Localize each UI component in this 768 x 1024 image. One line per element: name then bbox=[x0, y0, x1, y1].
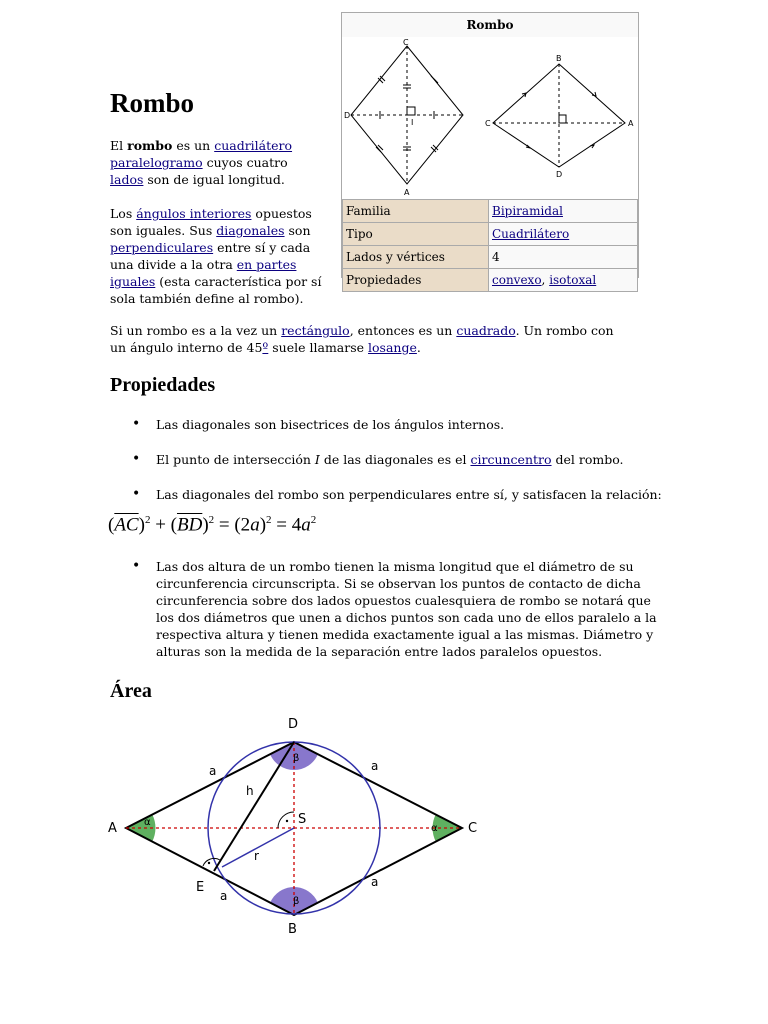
link-cuadrilatero-infobox[interactable]: Cuadrilátero bbox=[492, 226, 570, 241]
fig1-label-i: I bbox=[411, 118, 414, 127]
infobox-key: Lados y vértices bbox=[343, 246, 489, 269]
heading-propiedades: Propiedades bbox=[110, 374, 216, 396]
text: suele llamarse bbox=[268, 340, 369, 355]
formula-part: = (2 bbox=[214, 514, 251, 536]
fig1-label-d: D bbox=[344, 111, 351, 120]
fig1-label-a: A bbox=[404, 188, 410, 197]
link-bipiramidal[interactable]: Bipiramidal bbox=[492, 203, 563, 218]
formula-part: ( bbox=[108, 514, 115, 536]
formula-exp: 2 bbox=[208, 514, 215, 526]
rhombus-figure-left bbox=[351, 46, 463, 184]
text: Los bbox=[110, 206, 137, 221]
label-e: E bbox=[196, 880, 205, 895]
text: El punto de intersección bbox=[156, 452, 315, 467]
label-side-a-bottom-right: a bbox=[371, 875, 379, 889]
label-alpha-right: α bbox=[431, 823, 438, 834]
properties-list-4 bbox=[110, 558, 670, 660]
right-angle-dot bbox=[286, 820, 288, 822]
link-paralelogramo[interactable]: paralelogramo bbox=[110, 155, 203, 170]
link-losange[interactable]: losange bbox=[368, 340, 417, 355]
formula-exp: 2 bbox=[266, 514, 272, 526]
text: opuestos son iguales. Sus bbox=[110, 206, 312, 238]
label-side-a-top-right: a bbox=[371, 759, 379, 773]
label-beta-bottom: β bbox=[293, 896, 300, 907]
label-beta-top: β bbox=[293, 753, 300, 764]
fig2-label-a: A bbox=[628, 119, 634, 128]
link-rectangulo[interactable]: rectángulo bbox=[281, 323, 350, 338]
fig2-label-c: C bbox=[485, 119, 491, 128]
formula-part: ) bbox=[259, 514, 267, 536]
link-isotoxal[interactable]: isotoxal bbox=[549, 272, 597, 287]
formula-part: ) bbox=[138, 514, 145, 536]
right-angle-s bbox=[278, 812, 294, 828]
rhombus-figures bbox=[342, 37, 638, 199]
link-convexo[interactable]: convexo bbox=[492, 272, 542, 287]
text: , entonces es un bbox=[349, 323, 457, 338]
infobox-table bbox=[342, 199, 638, 292]
link-circuncentro[interactable]: circuncentro bbox=[470, 452, 552, 467]
link-cuadrilatero[interactable]: cuadrilátero bbox=[214, 138, 293, 153]
infobox-title: Rombo bbox=[466, 18, 514, 32]
fig2-label-d: D bbox=[556, 170, 563, 179]
heading-area: Área bbox=[110, 680, 152, 702]
infobox-value: 4 bbox=[489, 246, 638, 269]
formula-ac: $\overline{AC}$ bbox=[114, 514, 139, 536]
formula-var: a bbox=[250, 514, 260, 536]
properties-list-2 bbox=[110, 451, 670, 468]
fig1-label-c: C bbox=[403, 38, 409, 47]
intro-paragraph-3 bbox=[110, 322, 630, 356]
formula-part: + ( bbox=[150, 514, 177, 536]
label-r: r bbox=[254, 849, 259, 863]
fig2-label-b: B bbox=[556, 54, 562, 63]
text: del rombo. bbox=[551, 452, 624, 467]
text: Si un rombo es a la vez un bbox=[110, 323, 282, 338]
text: de las diagonales es el bbox=[319, 452, 471, 467]
infobox-key: Familia bbox=[343, 200, 489, 223]
infobox-row bbox=[343, 223, 638, 246]
page-title: Rombo bbox=[110, 88, 195, 118]
text: (esta característica por sí sola también define al rombo). bbox=[110, 274, 322, 306]
bold-term: rombo bbox=[127, 138, 173, 153]
label-s: S bbox=[298, 812, 307, 827]
text: . Un rombo con un ángulo interno de 45 bbox=[110, 323, 614, 355]
properties-list-3 bbox=[110, 486, 670, 503]
text: son de igual longitud. bbox=[143, 172, 285, 187]
text: entre sí y cada una divide a la otra bbox=[110, 240, 311, 272]
list-item: • Las diagonales del rombo son perpendiculares entre sí, y satisfacen la relación: bbox=[110, 486, 670, 503]
list-item: • Las diagonales son bisectrices de los ángulos internos. bbox=[110, 416, 670, 433]
text: El bbox=[110, 138, 128, 153]
infobox-value bbox=[489, 269, 638, 292]
label-a: A bbox=[108, 821, 117, 836]
formula-exp: 2 bbox=[310, 514, 317, 526]
label-d: D bbox=[288, 717, 299, 732]
infobox-row bbox=[343, 246, 638, 269]
link-en-partes-iguales[interactable]: en partes iguales bbox=[110, 257, 297, 289]
label-side-a-bottom-left: a bbox=[220, 889, 228, 903]
label-side-a-top-left: a bbox=[209, 764, 217, 778]
infobox bbox=[341, 12, 639, 287]
link-cuadrado[interactable]: cuadrado bbox=[456, 323, 516, 338]
link-diagonales[interactable]: diagonales bbox=[216, 223, 285, 238]
link-angulos-interiores[interactable]: ángulos interiores bbox=[136, 206, 252, 221]
rhombus-figure-right bbox=[493, 64, 625, 167]
infobox-key: Propiedades bbox=[343, 269, 489, 292]
text: . bbox=[416, 340, 421, 355]
label-b: B bbox=[288, 922, 297, 937]
infobox-image bbox=[342, 37, 638, 199]
area-diagram bbox=[100, 708, 490, 940]
text: es un bbox=[172, 138, 215, 153]
label-c: C bbox=[468, 821, 478, 836]
label-alpha-left: α bbox=[144, 817, 151, 828]
properties-list-1 bbox=[110, 416, 670, 433]
separator: , bbox=[541, 272, 550, 287]
label-h: h bbox=[246, 784, 254, 798]
formula-var: a bbox=[301, 514, 311, 536]
formula-exp: 2 bbox=[144, 514, 151, 526]
infobox-row bbox=[343, 200, 638, 223]
text: cuyos cuatro bbox=[202, 155, 288, 170]
formula-part: ) bbox=[202, 514, 209, 536]
infobox-value bbox=[489, 200, 638, 223]
text: son bbox=[284, 223, 311, 238]
infobox-key: Tipo bbox=[343, 223, 489, 246]
right-angle-e-dot bbox=[208, 862, 210, 864]
formula-bd: $\overline{BD}$ bbox=[176, 514, 203, 536]
italic-i: I bbox=[314, 452, 320, 467]
infobox-row bbox=[343, 269, 638, 292]
intro-paragraph-1 bbox=[110, 137, 322, 188]
intro-paragraph-2 bbox=[110, 205, 335, 307]
diagonal-formula bbox=[108, 514, 316, 536]
link-grado[interactable]: º bbox=[262, 340, 269, 355]
formula-part: = 4 bbox=[271, 514, 302, 536]
infobox-value bbox=[489, 223, 638, 246]
list-item: • Las dos altura de un rombo tienen la misma longitud que el diámetro de su circunferencia circunscripta. Si se observan los puntos de contacto de dicha circunferencia sobre dos lados opuestos cualesquiera de rombo se notará que los dos diámetros que unen a dichos puntos son cada uno de ellos paralelo a la respectiva altura y tienen medida exactamente igual a las mismas. Diámetro y alturas son la medida de la separación entre lados paralelos opuestos. bbox=[110, 558, 670, 660]
link-lados[interactable]: lados bbox=[110, 172, 144, 187]
list-item bbox=[110, 451, 670, 468]
link-perpendiculares[interactable]: perpendiculares bbox=[110, 240, 214, 255]
